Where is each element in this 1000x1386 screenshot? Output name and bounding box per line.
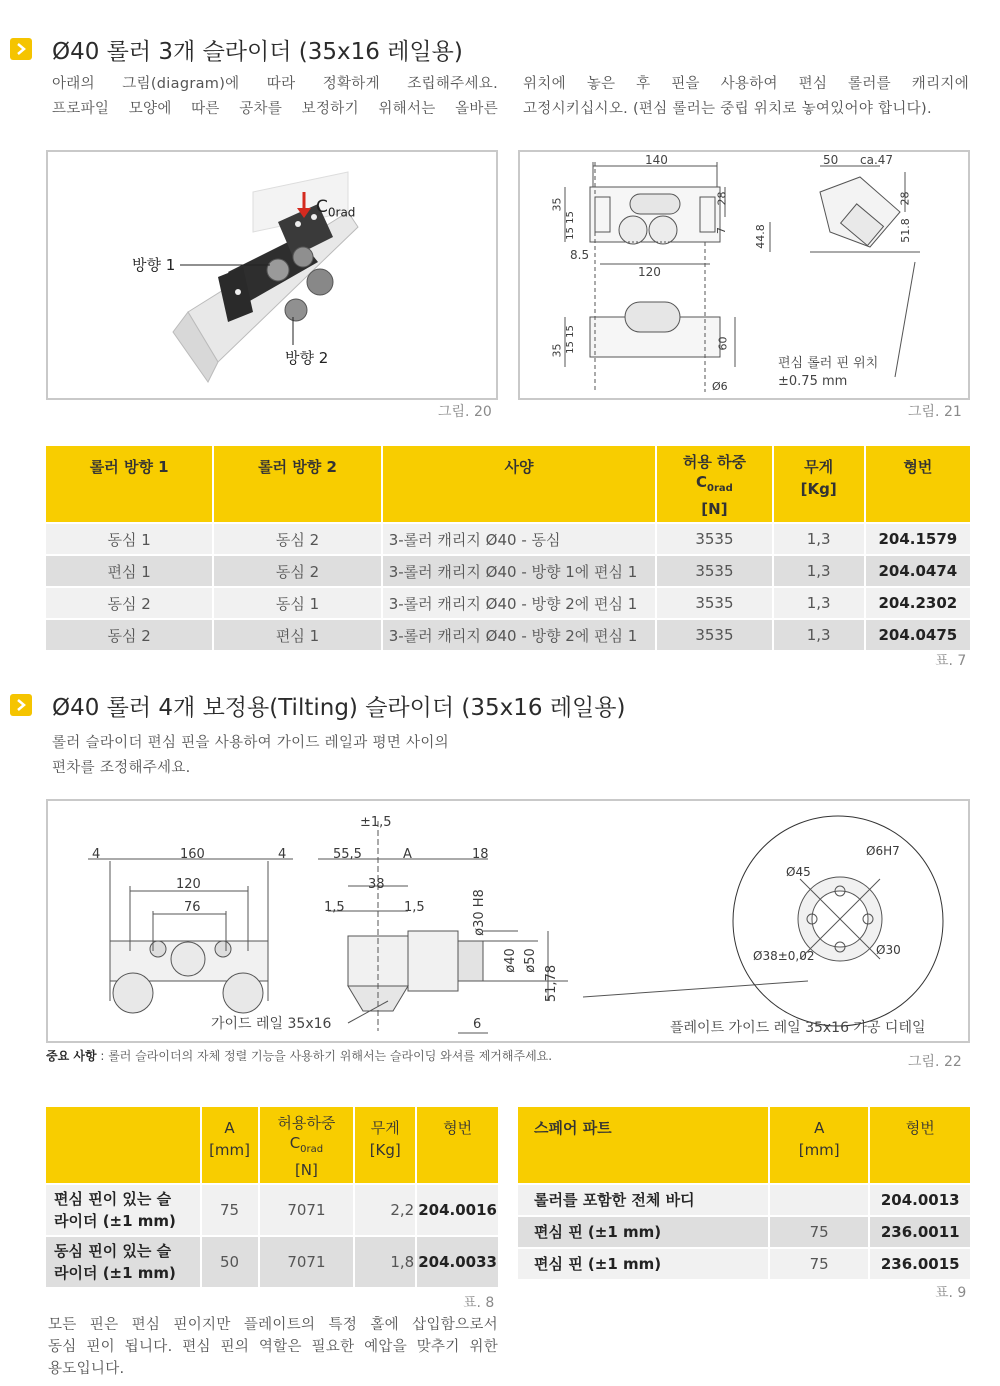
dim-28-side: 28 <box>898 191 912 206</box>
dim-4-right: 4 <box>278 847 287 862</box>
table-row: 편심 핀이 있는 슬 라이더 (±1 mm) 75 7071 2,2 204.0016 <box>46 1185 498 1235</box>
col-header-weight: 무게 [Kg] <box>355 1107 415 1183</box>
dim-o40: ø40 <box>502 948 518 973</box>
dim-55-5: 55,5 <box>333 847 362 862</box>
direction-2-label: 방향 2 <box>285 349 329 367</box>
svg-text:50: 50 <box>823 153 839 167</box>
col-header-a: A [mm] <box>770 1107 869 1183</box>
dim-60: 60 <box>716 336 730 351</box>
table-row: 편심 핀 (±1 mm) 75 236.0015 <box>518 1249 970 1279</box>
table-8-note: 모든 핀은 편심 핀이지만 플레이트의 특정 홀에 삽입함으로서 동심 핀이 됩니다. 편심 핀의 역할은 필요한 예압을 맞추기 위한 용도입니다. <box>48 1317 498 1377</box>
col-header-weight: 무게 [Kg] <box>774 446 864 522</box>
col-header-load: 허용 하중 $C_{0rad}$ [N] <box>657 446 771 522</box>
table-9 <box>516 1105 972 1281</box>
plate-detail-label: 플레이트 가이드 레일 35x16 가공 디테일 <box>670 1020 926 1036</box>
col-header-spec: 사양 <box>383 446 656 522</box>
table-row: 동심 2 편심 1 3-롤러 캐리지 Ø40 - 방향 2에 편심 1 3535 1,3 204.0475 <box>46 620 970 650</box>
dim-76: 76 <box>184 900 201 915</box>
technical-drawing <box>520 152 968 398</box>
table-row: 동심 핀이 있는 슬 라이더 (±1 mm) 50 7071 1,8 204.0033 <box>46 1237 498 1287</box>
table-row: 편심 핀 (±1 mm) 75 236.0011 <box>518 1217 970 1247</box>
figure-20-caption: 그림. 20 <box>438 404 492 420</box>
dim-28-top: 28 <box>715 191 729 206</box>
dim-7: 7 <box>715 227 728 234</box>
col-header-blank <box>46 1107 200 1183</box>
dim-o6: Ø6 <box>712 380 728 393</box>
dim-38: 38 <box>368 877 385 892</box>
section-title: Ø40 롤러 3개 슬라이더 (35x16 레일용) <box>52 39 463 65</box>
col-header-a: A [mm] <box>202 1107 258 1183</box>
table-8-caption: 표. 8 <box>463 1295 495 1311</box>
col-header-dir1: 롤러 방향 1 <box>46 446 212 522</box>
dim-18: 18 <box>472 847 489 862</box>
section-bullet-icon <box>10 694 32 716</box>
col-header-dir2: 롤러 방향 2 <box>214 446 380 522</box>
table-row: 동심 1 동심 2 3-롤러 캐리지 Ø40 - 동심 3535 1,3 204.1579 <box>46 524 970 554</box>
guide-rail-label: 가이드 레일 35x16 <box>211 1016 332 1032</box>
dim-15-top-a: 15 <box>564 211 576 224</box>
col-header-code: 형번 <box>417 1107 498 1183</box>
figure-20-assembly <box>46 150 498 400</box>
dim-51-78: 51,78 <box>544 964 560 1003</box>
important-note: 중요 사항 : 롤러 슬라이더의 자체 정렬 기능을 사용하기 위해서는 슬라이딩 와셔를 제거해주세요. <box>46 1049 553 1063</box>
dim-A: A <box>403 847 412 862</box>
dim-6: 6 <box>473 1017 482 1032</box>
svg-text:8.5: 8.5 <box>570 248 590 262</box>
section-bullet-icon <box>10 38 32 60</box>
dim-o38: Ø38±0,02 <box>753 949 815 963</box>
col-header-code: 형번 <box>866 446 970 522</box>
dim-35-top: 35 <box>550 197 564 212</box>
dim-4-left: 4 <box>92 847 101 862</box>
svg-text:ca.47: ca.47 <box>860 153 894 167</box>
table-row: 편심 1 동심 2 3-롤러 캐리지 Ø40 - 방향 1에 편심 1 3535 1,3 204.0474 <box>46 556 970 586</box>
dim-44-8: 44.8 <box>753 224 767 249</box>
section2-paragraph: 롤러 슬라이더 편심 핀을 사용하여 가이드 레일과 평면 사이의 편차를 조정해주세요. <box>52 735 449 776</box>
dim-1-5-right: 1,5 <box>404 900 425 915</box>
figure-21-caption: 그림. 21 <box>908 404 962 420</box>
dim-15-bottom-b: 15 <box>564 341 576 354</box>
table-row: 롤러를 포함한 전체 바디 204.0013 <box>518 1185 970 1215</box>
intro-paragraph-left: 아래의 그림(diagram)에 따라 정확하게 조립해주세요. 프로파일 모양에 따른 공차를 보정하기 위해서는 올바른 <box>52 76 498 117</box>
figure-22-drawing <box>46 799 970 1043</box>
dim-o50: ø50 <box>522 948 538 973</box>
dim-o6h7: Ø6H7 <box>866 844 900 858</box>
dim-160: 160 <box>180 847 205 862</box>
table-9-caption: 표. 9 <box>935 1285 967 1301</box>
col-header-load: 허용하중 $C_{0rad}$ [N] <box>260 1107 354 1183</box>
dim-o30-h8: ø30 H8 <box>471 889 487 936</box>
dim-120: 120 <box>176 877 201 892</box>
direction-1-label: 방향 1 <box>132 256 176 274</box>
dim-35-bottom: 35 <box>550 343 564 358</box>
table-row: 동심 2 동심 1 3-롤러 캐리지 Ø40 - 방향 2에 편심 1 3535 1,3 204.2302 <box>46 588 970 618</box>
table-8 <box>44 1105 500 1289</box>
eccentric-pin-note: 편심 롤러 핀 위치 ±0.75 mm <box>778 356 879 389</box>
table-7-caption: 표. 7 <box>935 653 967 669</box>
dim-1-5-left: 1,5 <box>324 900 345 915</box>
dim-51-8: 51.8 <box>898 218 912 243</box>
dim-pm1-5: ±1,5 <box>360 815 392 830</box>
col-header-code: 형번 <box>870 1107 970 1183</box>
figure-21-drawing <box>518 150 970 400</box>
dim-o30: Ø30 <box>876 943 901 957</box>
table-7 <box>44 444 972 652</box>
figure-22-caption: 그림. 22 <box>908 1054 962 1070</box>
dim-o45: Ø45 <box>786 865 811 879</box>
dim-15-bottom-a: 15 <box>564 325 576 338</box>
section-title: Ø40 롤러 4개 보정용(Tilting) 슬라이더 (35x16 레일용) <box>52 695 626 721</box>
svg-text:140: 140 <box>645 153 668 167</box>
dim-15-top-b: 15 <box>564 227 576 240</box>
dim-120: 120 <box>638 265 661 279</box>
col-header-spare: 스페어 파트 <box>518 1107 768 1183</box>
load-label: $C_{0rad}$ <box>316 197 356 220</box>
intro-paragraph-right: 위치에 놓은 후 핀을 사용하여 편심 롤러를 캐리지에 고정시키십시오. (편심 롤러는 중립 위치로 놓여있어야 합니다). <box>523 76 969 117</box>
